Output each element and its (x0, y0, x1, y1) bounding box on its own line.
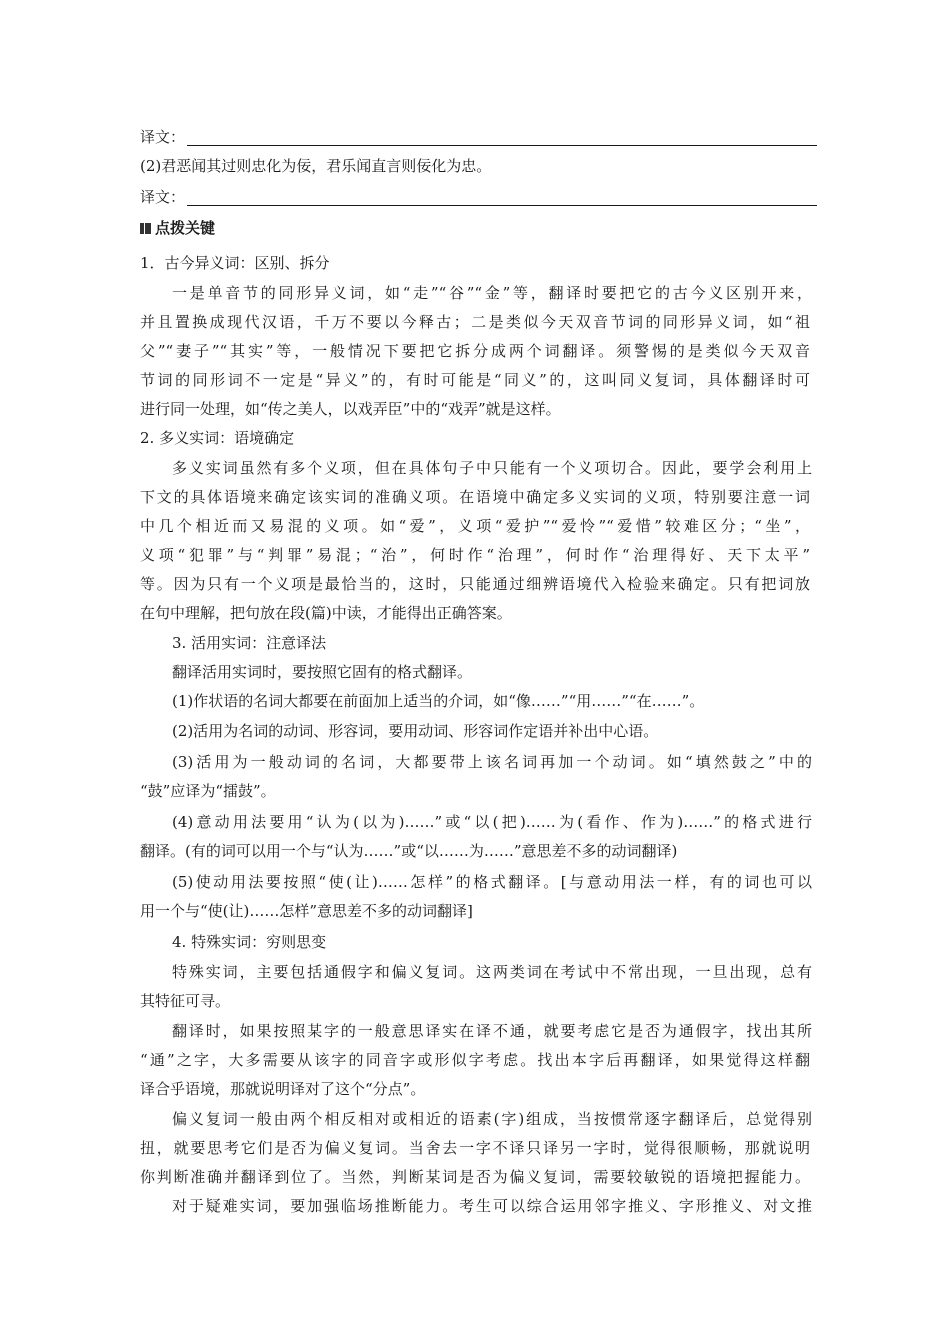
section-heading (140, 217, 215, 239)
point-3-item-4: (4)意动用法要用“认为(以为)……”或“以(把)……为(看作、作为)……”的格式进行 (172, 813, 812, 831)
point-2-line: 在句中理解，把句放在段(篇)中读，才能得出正确答案。 (140, 604, 512, 622)
exercise-item-2: (2)君恶闻其过则忠化为佞，君乐闻直言则佞化为忠。 (140, 157, 492, 175)
point-3-title: 3. 活用实词：注意译法 (172, 634, 327, 652)
point-2-line: 下文的具体语境来确定该实词的准确义项。在语境中确定多义实词的义项，特别要注意一词 (140, 488, 810, 506)
point-3-item-1: (1)作状语的名词大都要在前面加上适当的介词，如“像……”“用……”“在……”。 (172, 692, 705, 710)
point-4-para-2: 翻译时，如果按照某字的一般意思译实在译不通，就要考虑它是否为通假字，找出其所 (172, 1022, 812, 1040)
translation-label: 译文： (140, 188, 186, 206)
point-1-line: 父”“妻子”“其实”等，一般情况下要把它拆分成两个词翻译。须警惕的是类似今天双音 (140, 342, 810, 360)
point-2-line: 义项“犯罪”与“判罪”易混；“治”，何时作“治理”，何时作“治理得好、天下太平” (140, 546, 810, 564)
section-title: 点拨关键 (155, 219, 216, 237)
point-4-para-4: 对于疑难实词，要加强临场推断能力。考生可以综合运用邻字推义、字形推义、对文推 (172, 1197, 812, 1215)
point-4-para-3-cont: 你判断准确并翻译到位了。当然，判断某词是否为偏义复词，需要较敏锐的语境把握能力。 (140, 1168, 810, 1186)
point-3-item-3-cont: “鼓”应译为“擂鼓”。 (140, 782, 276, 800)
point-3-intro: 翻译活用实词时，要按照它固有的格式翻译。 (172, 663, 473, 681)
point-3-item-5: (5)使动用法要按照“使(让)……怎样”的格式翻译。[与意动用法一样，有的词也可以 (172, 873, 812, 891)
section-marker-icon (140, 223, 151, 234)
point-4-para-3-cont: 扭，就要思考它们是否为偏义复词。当舍去一字不译只译另一字时，觉得很顺畅，那就说明 (140, 1139, 810, 1157)
point-3-item-5-cont: 用一个与“使(让)……怎样”意思差不多的动词翻译] (140, 902, 473, 920)
point-3-item-4-cont: 翻译。(有的词可以用一个与“认为……”或“以……为……”意思差不多的动词翻译) (140, 842, 678, 860)
translation-label: 译文： (140, 128, 186, 146)
translation-line-1 (140, 126, 810, 148)
point-2-title: 2. 多义实词：语境确定 (140, 429, 295, 447)
answer-blank[interactable] (187, 144, 817, 146)
point-1-line: 一是单音节的同形异义词，如“走”“谷”“金”等，翻译时要把它的古今义区别开来， (172, 284, 812, 302)
point-4-para-1-cont: 其特征可寻。 (140, 992, 231, 1010)
point-1-line: 节词的同形词不一定是“异义”的，有时可能是“同义”的，这叫同义复词，具体翻译时可 (140, 371, 810, 389)
point-2-line: 多义实词虽然有多个义项，但在具体句子中只能有一个义项切合。因此，要学会利用上 (172, 459, 812, 477)
point-2-line: 中几个相近而又易混的义项。如“爱”，义项“爱护”“爱怜”“爱惜”较难区分；“坐”， (140, 517, 810, 535)
point-1-title: 1．古今异义词：区别、拆分 (140, 254, 330, 272)
point-4-para-3: 偏义复词一般由两个相反相对或相近的语素(字)组成，当按惯常逐字翻译后，总觉得别 (172, 1110, 812, 1128)
point-1-line: 进行同一处理，如“传之美人，以戏弄臣”中的“戏弄”就是这样。 (140, 400, 561, 418)
point-3-item-3: (3)活用为一般动词的名词，大都要带上该名词再加一个动词。如“填然鼓之”中的 (172, 753, 812, 771)
point-4-para-2-cont: 译合乎语境，那就说明译对了这个“分点”。 (140, 1080, 426, 1098)
point-4-para-1: 特殊实词，主要包括通假字和偏义复词。这两类词在考试中不常出现，一旦出现，总有 (172, 963, 812, 981)
point-4-title: 4. 特殊实词：穷则思变 (172, 933, 327, 951)
translation-line-2 (140, 186, 810, 208)
point-3-item-2: (2)活用为名词的动词、形容词，要用动词、形容词作定语并补出中心语。 (172, 722, 659, 740)
point-4-para-2-cont: “通”之字，大多需要从该字的同音字或形似字考虑。找出本字后再翻译，如果觉得这样翻 (140, 1051, 810, 1069)
answer-blank[interactable] (187, 204, 817, 206)
point-1-line: 并且置换成现代汉语，千万不要以今释古；二是类似今天双音节词的同形异义词，如“祖 (140, 313, 810, 331)
point-2-line: 等。因为只有一个义项是最恰当的，这时，只能通过细辨语境代入检验来确定。只有把词放 (140, 575, 810, 593)
